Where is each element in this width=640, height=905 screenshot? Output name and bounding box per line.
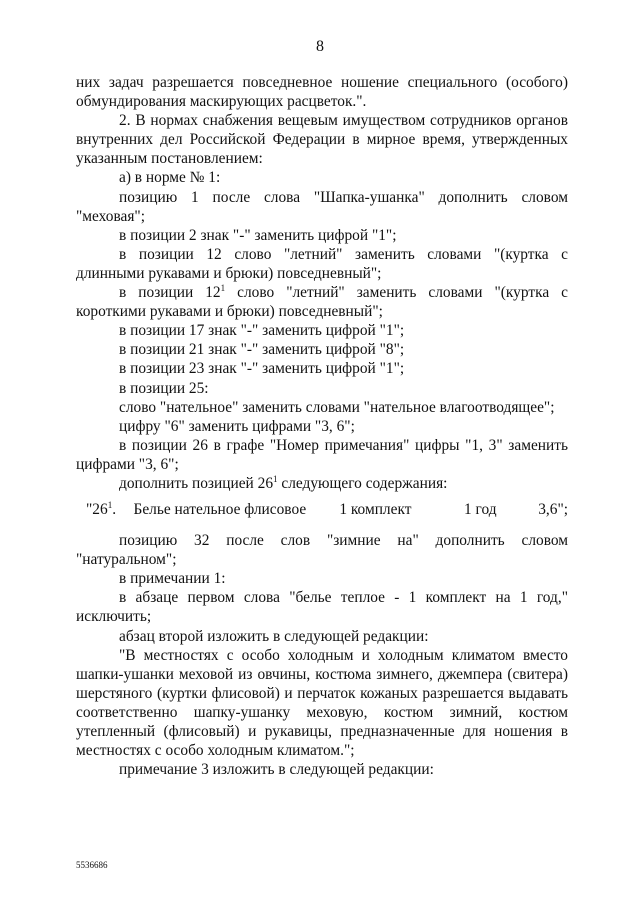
row-number-dot: . <box>112 501 117 519</box>
text-fragment: в позиции 12 <box>119 284 221 302</box>
row-number-cell <box>86 500 134 519</box>
superscript: 1 <box>107 500 113 511</box>
paragraph: 2. В нормах снабжения вещевым имуществом сотрудников органов внутренних дел Российской Федерации в мирное время, утвержденных указанным постановлением: <box>76 112 568 168</box>
paragraph: в позиции 21 знак "-" заменить цифрой "8"; <box>119 341 405 359</box>
row-number: "26 <box>86 501 108 519</box>
paragraph: слово "нательное" заменить словами "нательное влагоотводящее"; <box>119 398 555 416</box>
item-name-cell: Белье нательное флисовое <box>133 501 307 519</box>
quantity-cell: 1 комплект <box>339 501 412 519</box>
paragraph: абзац второй изложить в следующей редакции: <box>119 627 429 645</box>
paragraph-position-26-1 <box>76 474 568 493</box>
page-number: 8 <box>316 38 324 55</box>
term-cell: 1 год <box>463 501 497 519</box>
norm-table-row <box>86 500 568 520</box>
paragraph: примечание 3 изложить в следующей редакции: <box>119 761 434 779</box>
paragraph: в позиции 26 в графе "Номер примечания" цифры "1, 3" заменить цифрами "3, 6"; <box>76 436 568 473</box>
paragraph: в примечании 1: <box>119 570 226 588</box>
paragraph: в позиции 25: <box>119 379 209 397</box>
paragraph: позицию 1 после слова "Шапка-ушанка" дополнить словом "меховая"; <box>76 188 568 225</box>
quoted-paragraph: "В местностях с особо холодным и холодным климатом вместо шапки-ушанки меховой из овчины, костюма зимнего, джемпера (свитера) шерстяного (куртки флисовой) и перчаток кожаных разрешается выдавать соответственно шапку-ушанку меховую, костюм зимний, костюм утепленный (флисовый) и рукавицы, предназначенные для ношения в местностях с особо холодным климатом."; <box>76 646 568 760</box>
superscript: 1 <box>273 473 278 484</box>
superscript: 1 <box>220 283 226 294</box>
paragraph-position-12-1 <box>76 283 568 321</box>
notes-cell: 3,6"; <box>538 501 568 519</box>
paragraph: в позиции 12 слово "летний" заменить словами "(куртка с длинными рукавами и брюки) повседневный"; <box>76 245 568 282</box>
paragraph: них задач разрешается повседневное ношение специального (особого) обмундирования маскирующих расцветок.". <box>76 74 568 111</box>
text-fragment: дополнить позицией 26 <box>119 474 274 492</box>
paragraph: в позиции 17 знак "-" заменить цифрой "1"; <box>119 322 405 340</box>
paragraph: цифру "6" заменить цифрами "3, 6"; <box>119 417 355 435</box>
text-fragment: следующего содержания: <box>277 474 448 492</box>
document-code: 5536686 <box>76 860 108 870</box>
paragraph: в абзаце первом слова "белье теплое - 1 комплект на 1 год," исключить; <box>76 589 568 626</box>
text-fragment: слово "летний" заменить словами "(куртка с короткими рукавами и брюки) повседневный"; <box>76 284 568 321</box>
paragraph: а) в норме № 1: <box>119 169 221 187</box>
paragraph: в позиции 2 знак "-" заменить цифрой "1"; <box>119 226 397 244</box>
paragraph: позицию 32 после слов "зимние на" дополнить словом "натуральном"; <box>76 532 568 569</box>
paragraph: в позиции 23 знак "-" заменить цифрой "1"; <box>119 360 405 378</box>
document-body <box>76 73 568 779</box>
